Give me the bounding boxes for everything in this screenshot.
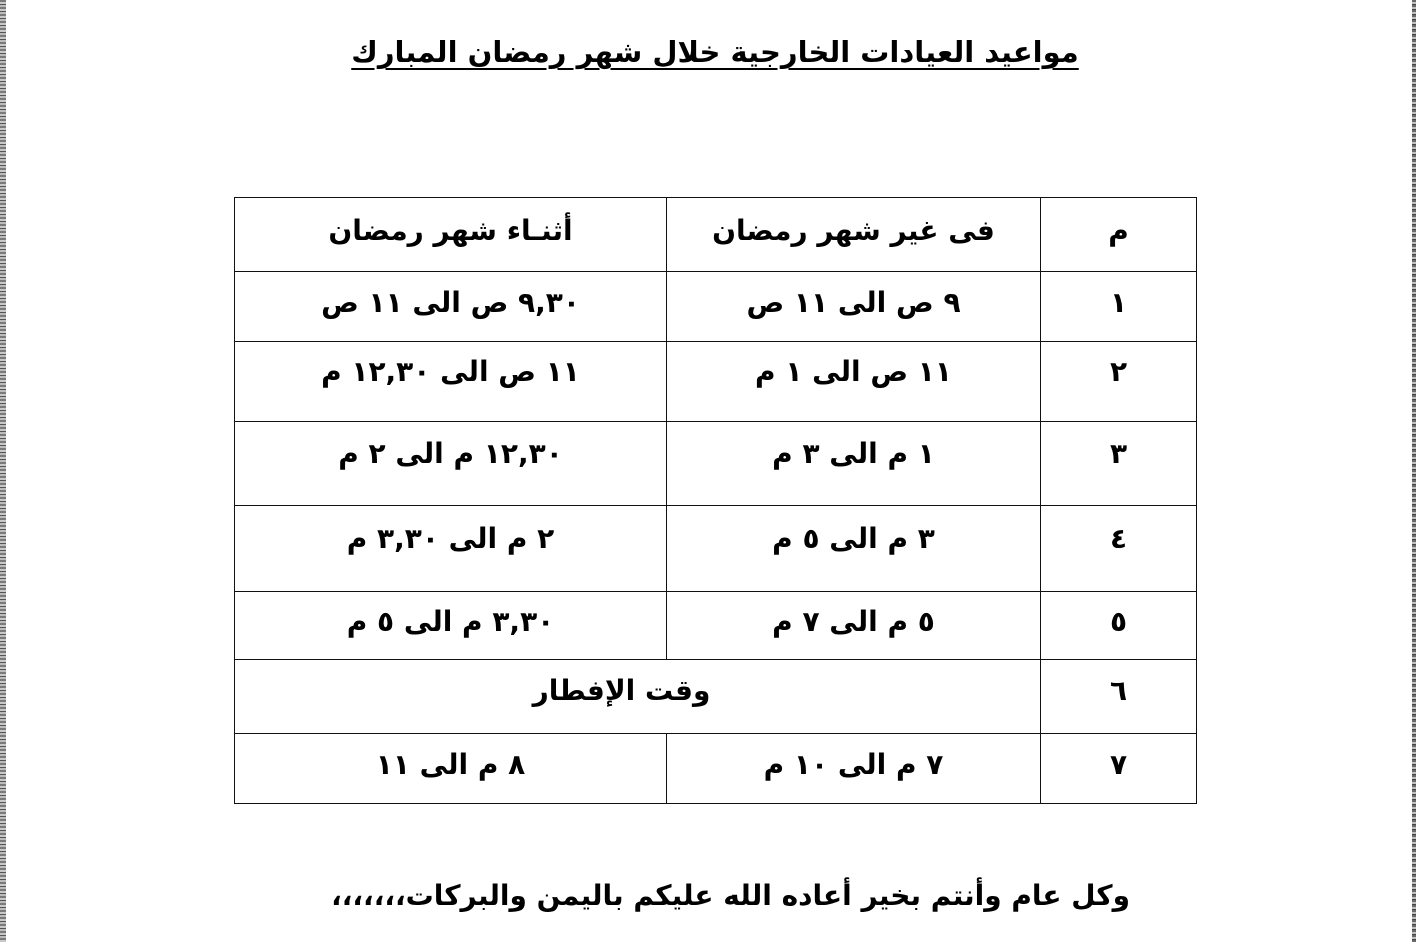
ramadan-time-cell: ٢ م الى ٣,٣٠ م: [235, 506, 667, 592]
greeting-footer: وكل عام وأنتم بخير أعاده الله عليكم باليمن والبركات،،،،،،،: [331, 879, 1130, 912]
ramadan-time-cell: ٨ م الى ١١: [235, 734, 667, 804]
row-num: ٤: [1041, 506, 1197, 592]
ramadan-time-cell: ٣,٣٠ م الى ٥ م: [235, 592, 667, 660]
ramadan-time-cell: ١٢,٣٠ م الى ٢ م: [235, 422, 667, 506]
table-row: [235, 506, 1197, 592]
table-row: [235, 422, 1197, 506]
table-row: [235, 592, 1197, 660]
page-title: [340, 30, 1090, 74]
scan-left-edge: [0, 0, 6, 942]
normal-time-cell: ٥ م الى ٧ م: [667, 592, 1041, 660]
table-row: [235, 342, 1197, 422]
ramadan-time-cell: ١١ ص الى ١٢,٣٠ م: [235, 342, 667, 422]
table-row: [235, 734, 1197, 804]
table-row: [235, 272, 1197, 342]
clinic-schedule-table: [234, 197, 1197, 804]
header-normal-schedule: فى غير شهر رمضان: [667, 198, 1041, 272]
row-num: ٦: [1041, 660, 1197, 734]
page-title-text: مواعيد العيادات الخارجية خلال شهر رمضان المبارك: [351, 35, 1079, 69]
normal-time-cell: ٧ م الى ١٠ م: [667, 734, 1041, 804]
header-num: م: [1041, 198, 1197, 272]
ramadan-time-cell: ٩,٣٠ ص الى ١١ ص: [235, 272, 667, 342]
row-num: ٥: [1041, 592, 1197, 660]
table-row: [235, 660, 1197, 734]
normal-time-cell: ٩ ص الى ١١ ص: [667, 272, 1041, 342]
row-num: ٣: [1041, 422, 1197, 506]
row-num: ٧: [1041, 734, 1197, 804]
scan-right-edge: [1412, 0, 1416, 942]
normal-time-cell: ١١ ص الى ١ م: [667, 342, 1041, 422]
row-num: ١: [1041, 272, 1197, 342]
normal-time-cell: ٣ م الى ٥ م: [667, 506, 1041, 592]
row-num: ٢: [1041, 342, 1197, 422]
normal-time-cell: ١ م الى ٣ م: [667, 422, 1041, 506]
header-ramadan-schedule: أثنـاء شهر رمضان: [235, 198, 667, 272]
iftar-time-cell: وقت الإفطار: [235, 660, 1041, 734]
table-header-row: [235, 198, 1197, 272]
